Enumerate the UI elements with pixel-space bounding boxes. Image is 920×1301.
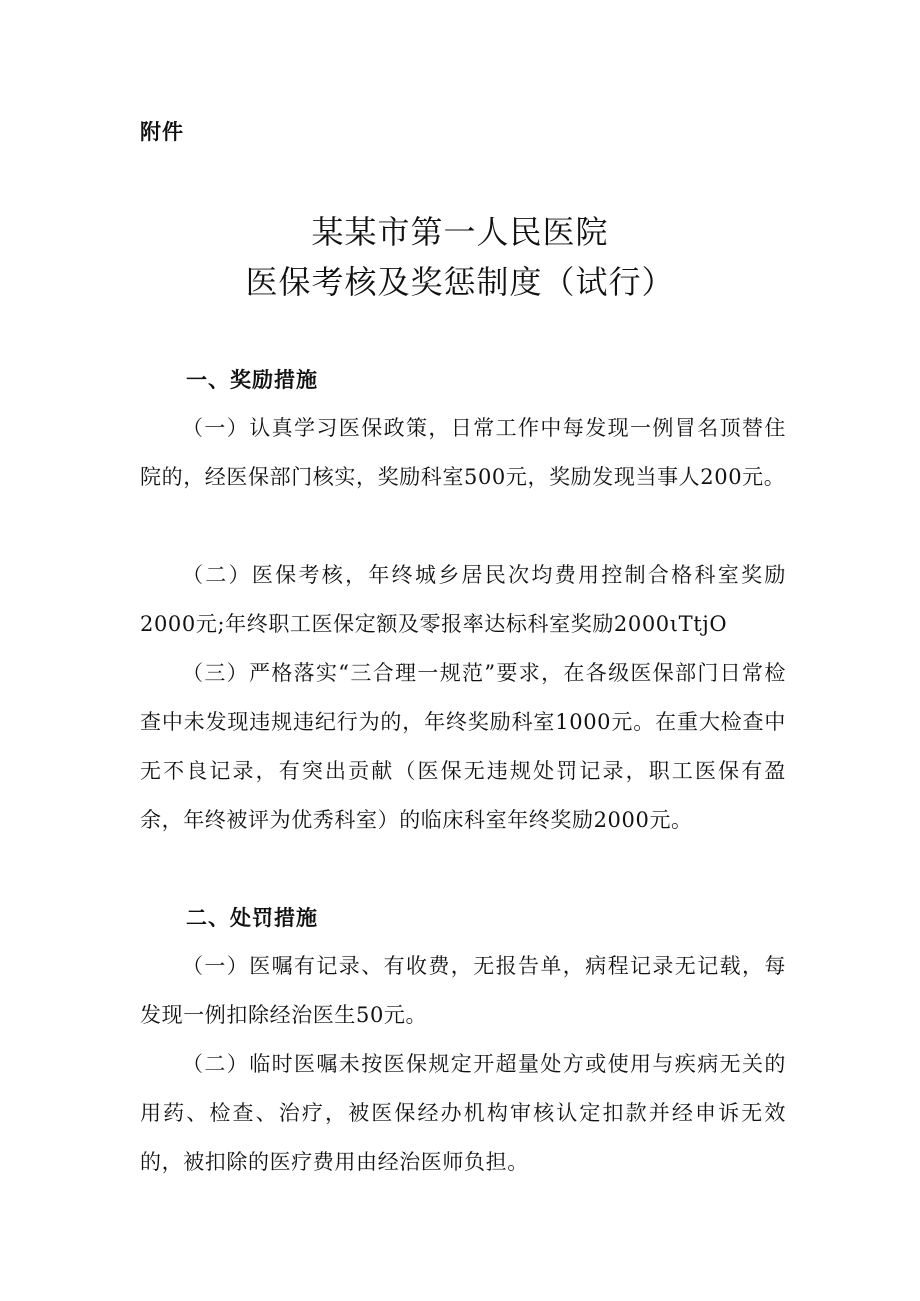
reward-paragraph-2: （二）医保考核，年终城乡居民次均费用控制合格科室奖励2000元;年终职工医保定额及零报率达标科室奖励2000ιTtjO bbox=[140, 563, 786, 636]
attachment-label: 附件 bbox=[140, 120, 184, 144]
section-heading-rewards: 一、奖励措施 bbox=[186, 368, 318, 392]
penalty-paragraph-1: （一）医嘱有记录、有收费，无报告单，病程记录无记载，每发现一例扣除经治医生50元。 bbox=[140, 954, 786, 1027]
reward-paragraph-3: （三）严格落实“三合理一规范”要求，在各级医保部门日常检查中未发现违规违纪行为的，年终奖励科室1000元。在重大检查中无不良记录，有突出贡献（医保无违规处罚记录，职工医保有盈余，年终被评为优秀科室）的临床科室年终奖励2000元。 bbox=[140, 661, 786, 832]
document-title-line-2: 医保考核及奖惩制度（试行） bbox=[245, 263, 675, 301]
penalty-paragraph-2: （二）临时医嘱未按医保规定开超量处方或使用与疾病无关的用药、检查、治疗，被医保经办机构审核认定扣款并经申诉无效的，被扣除的医疗费用由经治医师负担。 bbox=[140, 1052, 786, 1174]
document-title-line-1: 某某市第一人民医院 bbox=[311, 213, 609, 251]
section-heading-penalties: 二、处罚措施 bbox=[186, 906, 318, 930]
reward-paragraph-1: （一）认真学习医保政策，日常工作中每发现一例冒名顶替住院的，经医保部门核实，奖励科室500元，奖励发现当事人200元。 bbox=[140, 416, 786, 489]
